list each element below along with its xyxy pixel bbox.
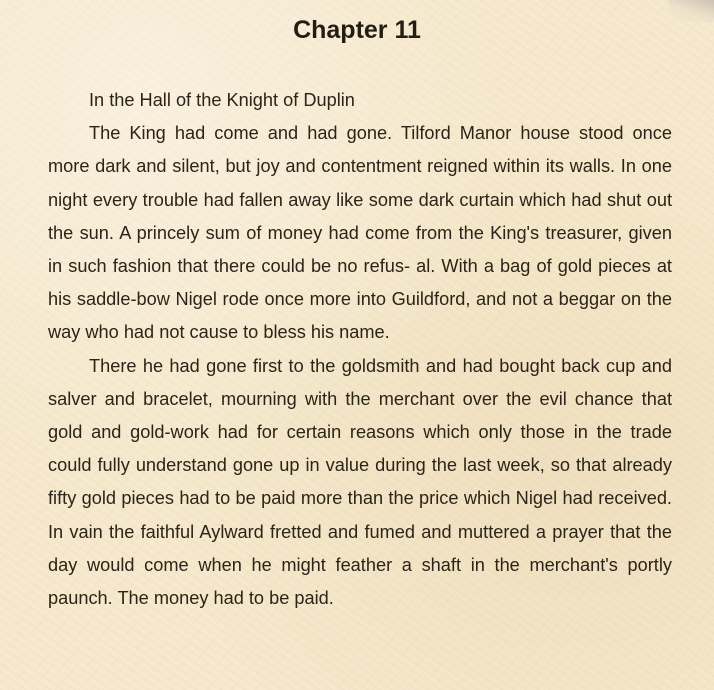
chapter-body [48,84,672,615]
chapter-title: Chapter 11 [293,16,421,44]
chapter-subheading: In the Hall of the Knight of Duplin [89,90,355,110]
paragraph-2: There he had gone first to the goldsmith and had bought back cup and salver and bracelet, mourning with the merchant over the evil chance that gold and gold-work had for certain reasons which only those in the trade could fully understand gone up in value during the last week, so that already fifty gold pieces had to be paid more than the price which Nigel had received. In vain the faithful Aylward fretted and fumed and muttered a prayer that the day would come when he might feather a shaft in the merchant's portly paunch. The money had to be paid. [48,355,672,609]
paragraph-1: The King had come and had gone. Tilford Manor house stood once more dark and silent, but joy and contentment reigned within its walls. In one night every trouble had fallen away like some dark curtain which had shut out the sun. A princely sum of money had come from the King's treasurer, given in such fashion that there could be no refus- al. With a bag of gold pieces at his saddle-bow Nigel rode once more into Guildford, and not a beggar on the way who had not cause to bless his name. [48,123,672,343]
